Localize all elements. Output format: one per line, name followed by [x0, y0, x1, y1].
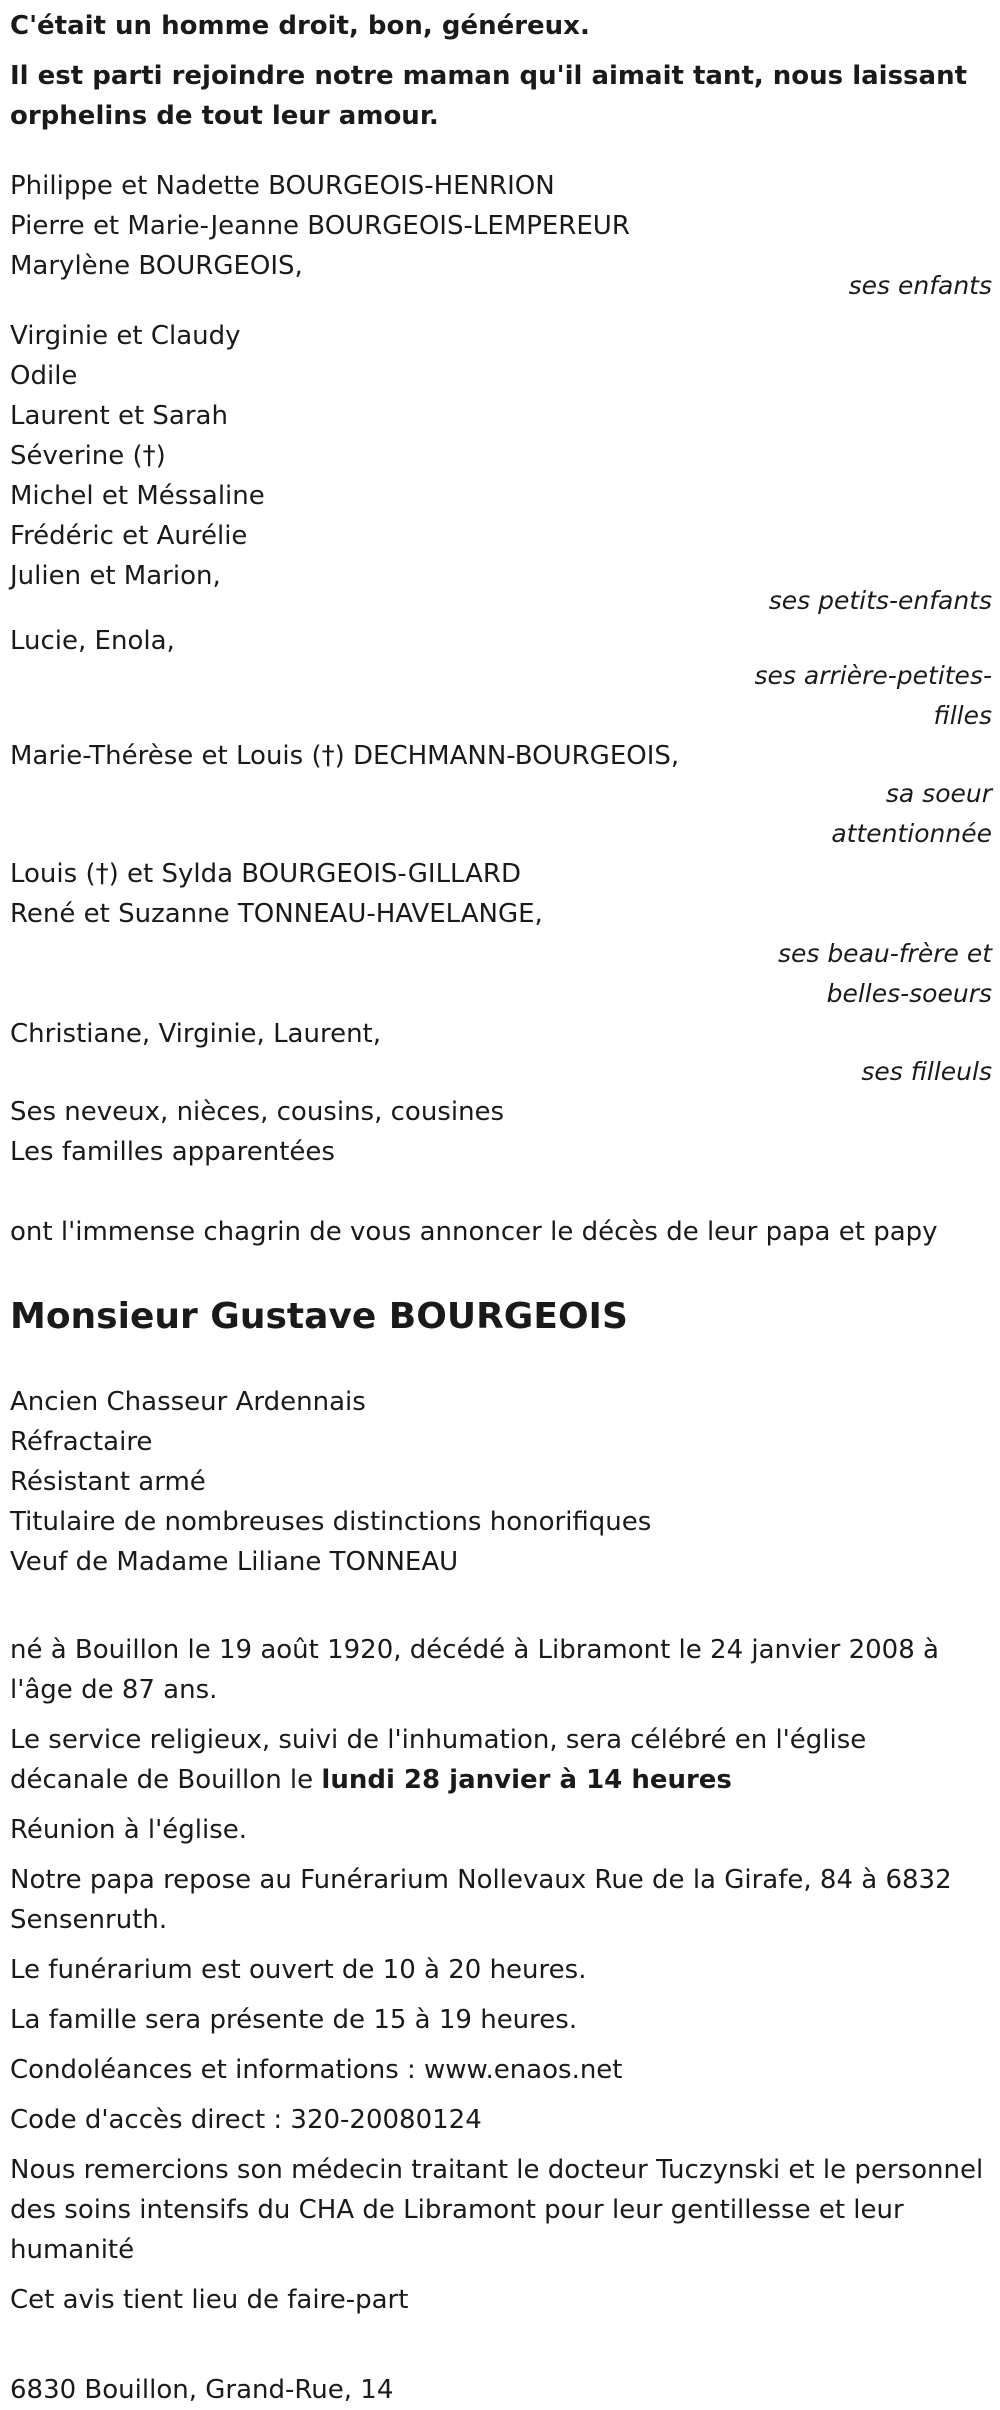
notice-text: Cet avis tient lieu de faire-part — [10, 2285, 409, 2315]
service-text — [10, 1720, 992, 1800]
intro-text — [10, 0, 992, 136]
family-name-line: Odile — [10, 361, 78, 391]
family-name-line: Ses neveux, nièces, cousins, cousines — [10, 1097, 505, 1127]
grandchildren-group — [10, 316, 992, 621]
funeral-home-text: Notre papa repose au Funérarium Nollevaux Rue de la Girafe, 84 à 6832 Sensenruth. — [10, 1865, 952, 1935]
great-granddaughters-group — [10, 621, 992, 736]
relationship-label: sa soeur attentionnée — [831, 779, 992, 848]
service-date: lundi 28 janvier à 14 heures — [321, 1765, 732, 1795]
family-name-line: René et Suzanne TONNEAU-HAVELANGE, — [10, 899, 543, 929]
obituary-page — [10, 0, 992, 2410]
family-name-line: Laurent et Sarah — [10, 401, 228, 431]
in-laws-group — [10, 854, 992, 1014]
family-name-line: Philippe et Nadette BOURGEOIS-HENRION — [10, 171, 555, 201]
intro-line-1: C'était un homme droit, bon, généreux. — [10, 11, 590, 41]
title-line: Réfractaire — [10, 1427, 153, 1457]
family-presence-text: La famille sera présente de 15 à 19 heures. — [10, 2005, 578, 2035]
relationship-label: ses beau-frère et belles-soeurs — [777, 939, 992, 1008]
deceased-titles — [10, 1382, 992, 1582]
family-name-line: Christiane, Virginie, Laurent, — [10, 1019, 382, 1049]
family-name-line: Michel et Méssaline — [10, 481, 265, 511]
title-line: Résistant armé — [10, 1467, 206, 1497]
family-name-line: Lucie, Enola, — [10, 626, 175, 656]
deceased-name: Monsieur Gustave BOURGEOIS — [10, 1296, 628, 1337]
address-text: 6830 Bouillon, Grand-Rue, 14 — [10, 2375, 394, 2405]
thanks-text: Nous remercions son médecin traitant le docteur Tuczynski et le personnel des soins intensifs du CHA de Libramont pour leur gentillesse et leur humanité — [10, 2155, 984, 2265]
condolences-text: Condoléances et informations : www.enaos.net — [10, 2055, 623, 2085]
children-group — [10, 166, 992, 306]
family-name-line: Julien et Marion, — [10, 561, 221, 591]
family-name-line: Les familles apparentées — [10, 1137, 335, 1167]
godchildren-group — [10, 1014, 992, 1092]
other-relatives-group — [10, 1092, 992, 1172]
family-name-line: Marie-Thérèse et Louis (†) DECHMANN-BOURGEOIS, — [10, 741, 680, 771]
family-name-line: Pierre et Marie-Jeanne BOURGEOIS-LEMPEREUR — [10, 211, 630, 241]
access-code-text: Code d'accès direct : 320-20080124 — [10, 2105, 482, 2135]
title-line: Titulaire de nombreuses distinctions honorifiques — [10, 1507, 652, 1537]
birth-death-text: né à Bouillon le 19 août 1920, décédé à Libramont le 24 janvier 2008 à l'âge de 87 ans. — [10, 1635, 939, 1705]
funeral-details — [10, 1630, 992, 2320]
title-line: Veuf de Madame Liliane TONNEAU — [10, 1547, 459, 1577]
announcement-text: ont l'immense chagrin de vous annoncer le décès de leur papa et papy — [10, 1217, 938, 1247]
service-prefix: Le service religieux, suivi de l'inhumation, sera célébré en l'église décanale de Bouillon le — [10, 1725, 867, 1795]
sister-group — [10, 736, 992, 854]
relationship-label: ses filleuls — [861, 1057, 992, 1086]
relationship-label: ses petits-enfants — [768, 586, 992, 615]
intro-line-2: Il est parti rejoindre notre maman qu'il aimait tant, nous laissant orphelins de tout leur amour. — [10, 61, 968, 131]
opening-hours-text: Le funérarium est ouvert de 10 à 20 heures. — [10, 1955, 587, 1985]
meeting-text: Réunion à l'église. — [10, 1815, 248, 1845]
relationship-label: ses enfants — [848, 271, 992, 300]
family-name-line: Frédéric et Aurélie — [10, 521, 248, 551]
family-name-line: Séverine (†) — [10, 441, 166, 471]
title-line: Ancien Chasseur Ardennais — [10, 1387, 366, 1417]
relationship-label: ses arrière-petites-filles — [754, 661, 992, 730]
family-name-line: Louis (†) et Sylda BOURGEOIS-GILLARD — [10, 859, 522, 889]
family-name-line: Virginie et Claudy — [10, 321, 241, 351]
family-name-line: Marylène BOURGEOIS, — [10, 251, 303, 281]
